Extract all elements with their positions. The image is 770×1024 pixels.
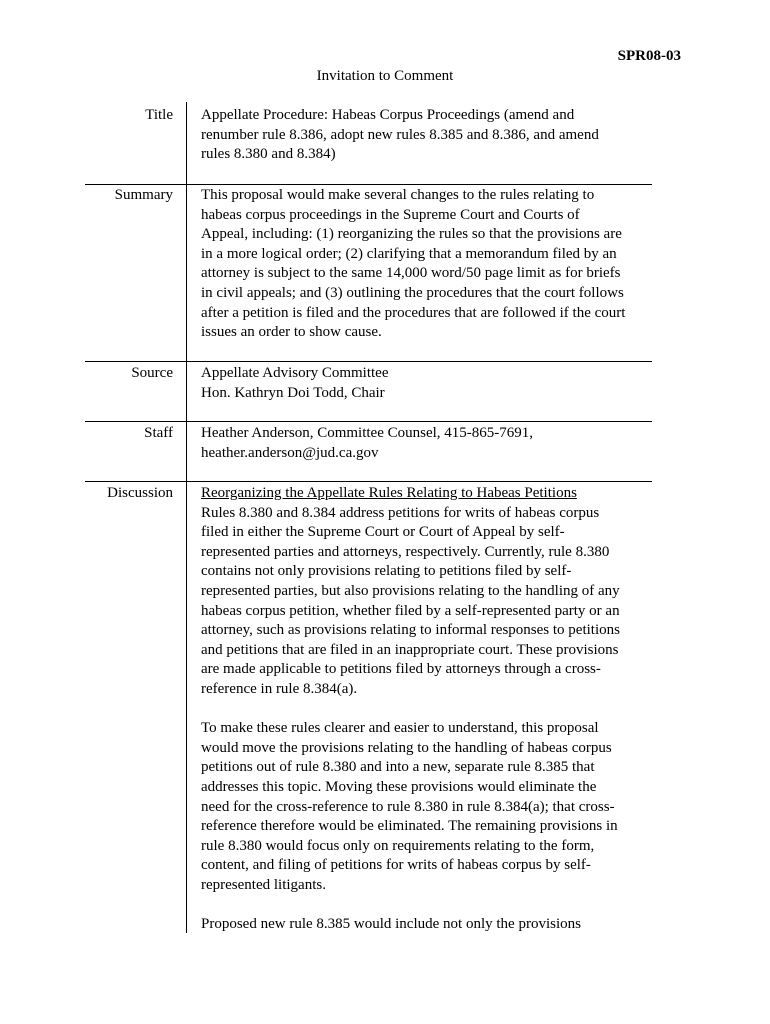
discussion-line: reference in rule 8.384(a). — [201, 680, 358, 697]
discussion-line: To make these rules clearer and easier to understand, this proposal — [201, 720, 599, 737]
discussion-line: represented parties, but also provisions relating to the handling of any — [201, 582, 620, 599]
discussion-line: Proposed new rule 8.385 would include not only the provisions — [201, 916, 581, 933]
title-line: rules 8.380 and 8.384) — [201, 146, 336, 163]
document-title: Invitation to Comment — [316, 68, 454, 84]
discussion-line: habeas corpus petition, whether filed by a self-represented party or an — [201, 602, 620, 619]
staff-line: Heather Anderson, Committee Counsel, 415-865-7691, — [201, 425, 534, 441]
discussion-heading: Reorganizing the Appellate Rules Relating to Habeas Petitions — [201, 485, 577, 501]
title-line: Appellate Procedure: Habeas Corpus Proceedings (amend and — [201, 107, 575, 123]
discussion-line: attorney, such as provisions relating to informal responses to petitions — [201, 622, 620, 639]
title-line: renumber rule 8.386, adopt new rules 8.385 and 8.386, and amend — [201, 126, 599, 143]
discussion-line: reference therefore would be eliminated. The remaining provisions in — [201, 818, 618, 835]
discussion-line: rule 8.380 would focus only on requirements relating to the form, — [201, 837, 595, 854]
source-label: Source — [131, 365, 173, 381]
discussion-line: and petitions that are filed in an inappropriate court. These provisions — [201, 641, 619, 658]
discussion-line: are made applicable to petitions filed by attorneys through a cross- — [201, 661, 601, 678]
staff-content — [201, 424, 671, 463]
row-separator — [85, 184, 652, 185]
discussion-line: would move the provisions relating to the handling of habeas corpus — [201, 739, 612, 756]
discussion-content — [201, 484, 671, 935]
discussion-line: contains not only provisions relating to petitions filed by self- — [201, 563, 572, 580]
paragraph-gap — [201, 700, 671, 720]
summary-line: attorney is subject to the same 14,000 word/50 page limit as for briefs — [201, 265, 621, 282]
discussion-line: Rules 8.380 and 8.384 address petitions for writs of habeas corpus — [201, 504, 600, 521]
summary-line: in a more logical order; (2) clarifying that a memorandum filed by an — [201, 245, 617, 262]
discussion-line: addresses this topic. Moving these provisions would eliminate the — [201, 778, 597, 795]
discussion-line: content, and filing of petitions for writs of habeas corpus by self- — [201, 857, 591, 874]
summary-line: habeas corpus proceedings in the Supreme Court and Courts of — [201, 206, 580, 223]
discussion-line: represented parties and attorneys, respectively. Currently, rule 8.380 — [201, 543, 610, 560]
discussion-line: need for the cross-reference to rule 8.380 in rule 8.384(a); that cross- — [201, 798, 615, 815]
paragraph-gap — [201, 895, 671, 915]
discussion-label: Discussion — [107, 485, 173, 501]
row-separator — [85, 421, 652, 422]
summary-line: This proposal would make several changes to the rules relating to — [201, 187, 595, 203]
source-line: Appellate Advisory Committee — [201, 365, 389, 381]
summary-line: in civil appeals; and (3) outlining the procedures that the court follows — [201, 284, 624, 301]
staff-email: heather.anderson@jud.ca.gov — [201, 444, 379, 461]
source-content — [201, 364, 671, 403]
row-separator — [85, 361, 652, 362]
title-content — [201, 106, 671, 165]
discussion-line: filed in either the Supreme Court or Court of Appeal by self- — [201, 524, 565, 541]
discussion-line: represented litigants. — [201, 876, 326, 893]
vertical-divider — [186, 102, 187, 933]
summary-line: Appeal, including: (1) reorganizing the rules so that the provisions are — [201, 226, 622, 243]
staff-label: Staff — [144, 425, 173, 441]
summary-line: after a petition is filed and the procedures that are followed if the court — [201, 304, 626, 321]
document-id: SPR08-03 — [617, 48, 681, 64]
summary-line: issues an order to show cause. — [201, 324, 382, 341]
summary-content — [201, 186, 671, 343]
summary-label: Summary — [114, 187, 173, 203]
source-line: Hon. Kathryn Doi Todd, Chair — [201, 384, 385, 401]
row-separator — [85, 481, 652, 482]
title-label: Title — [145, 107, 173, 123]
discussion-line: petitions out of rule 8.380 and into a new, separate rule 8.385 that — [201, 759, 595, 776]
